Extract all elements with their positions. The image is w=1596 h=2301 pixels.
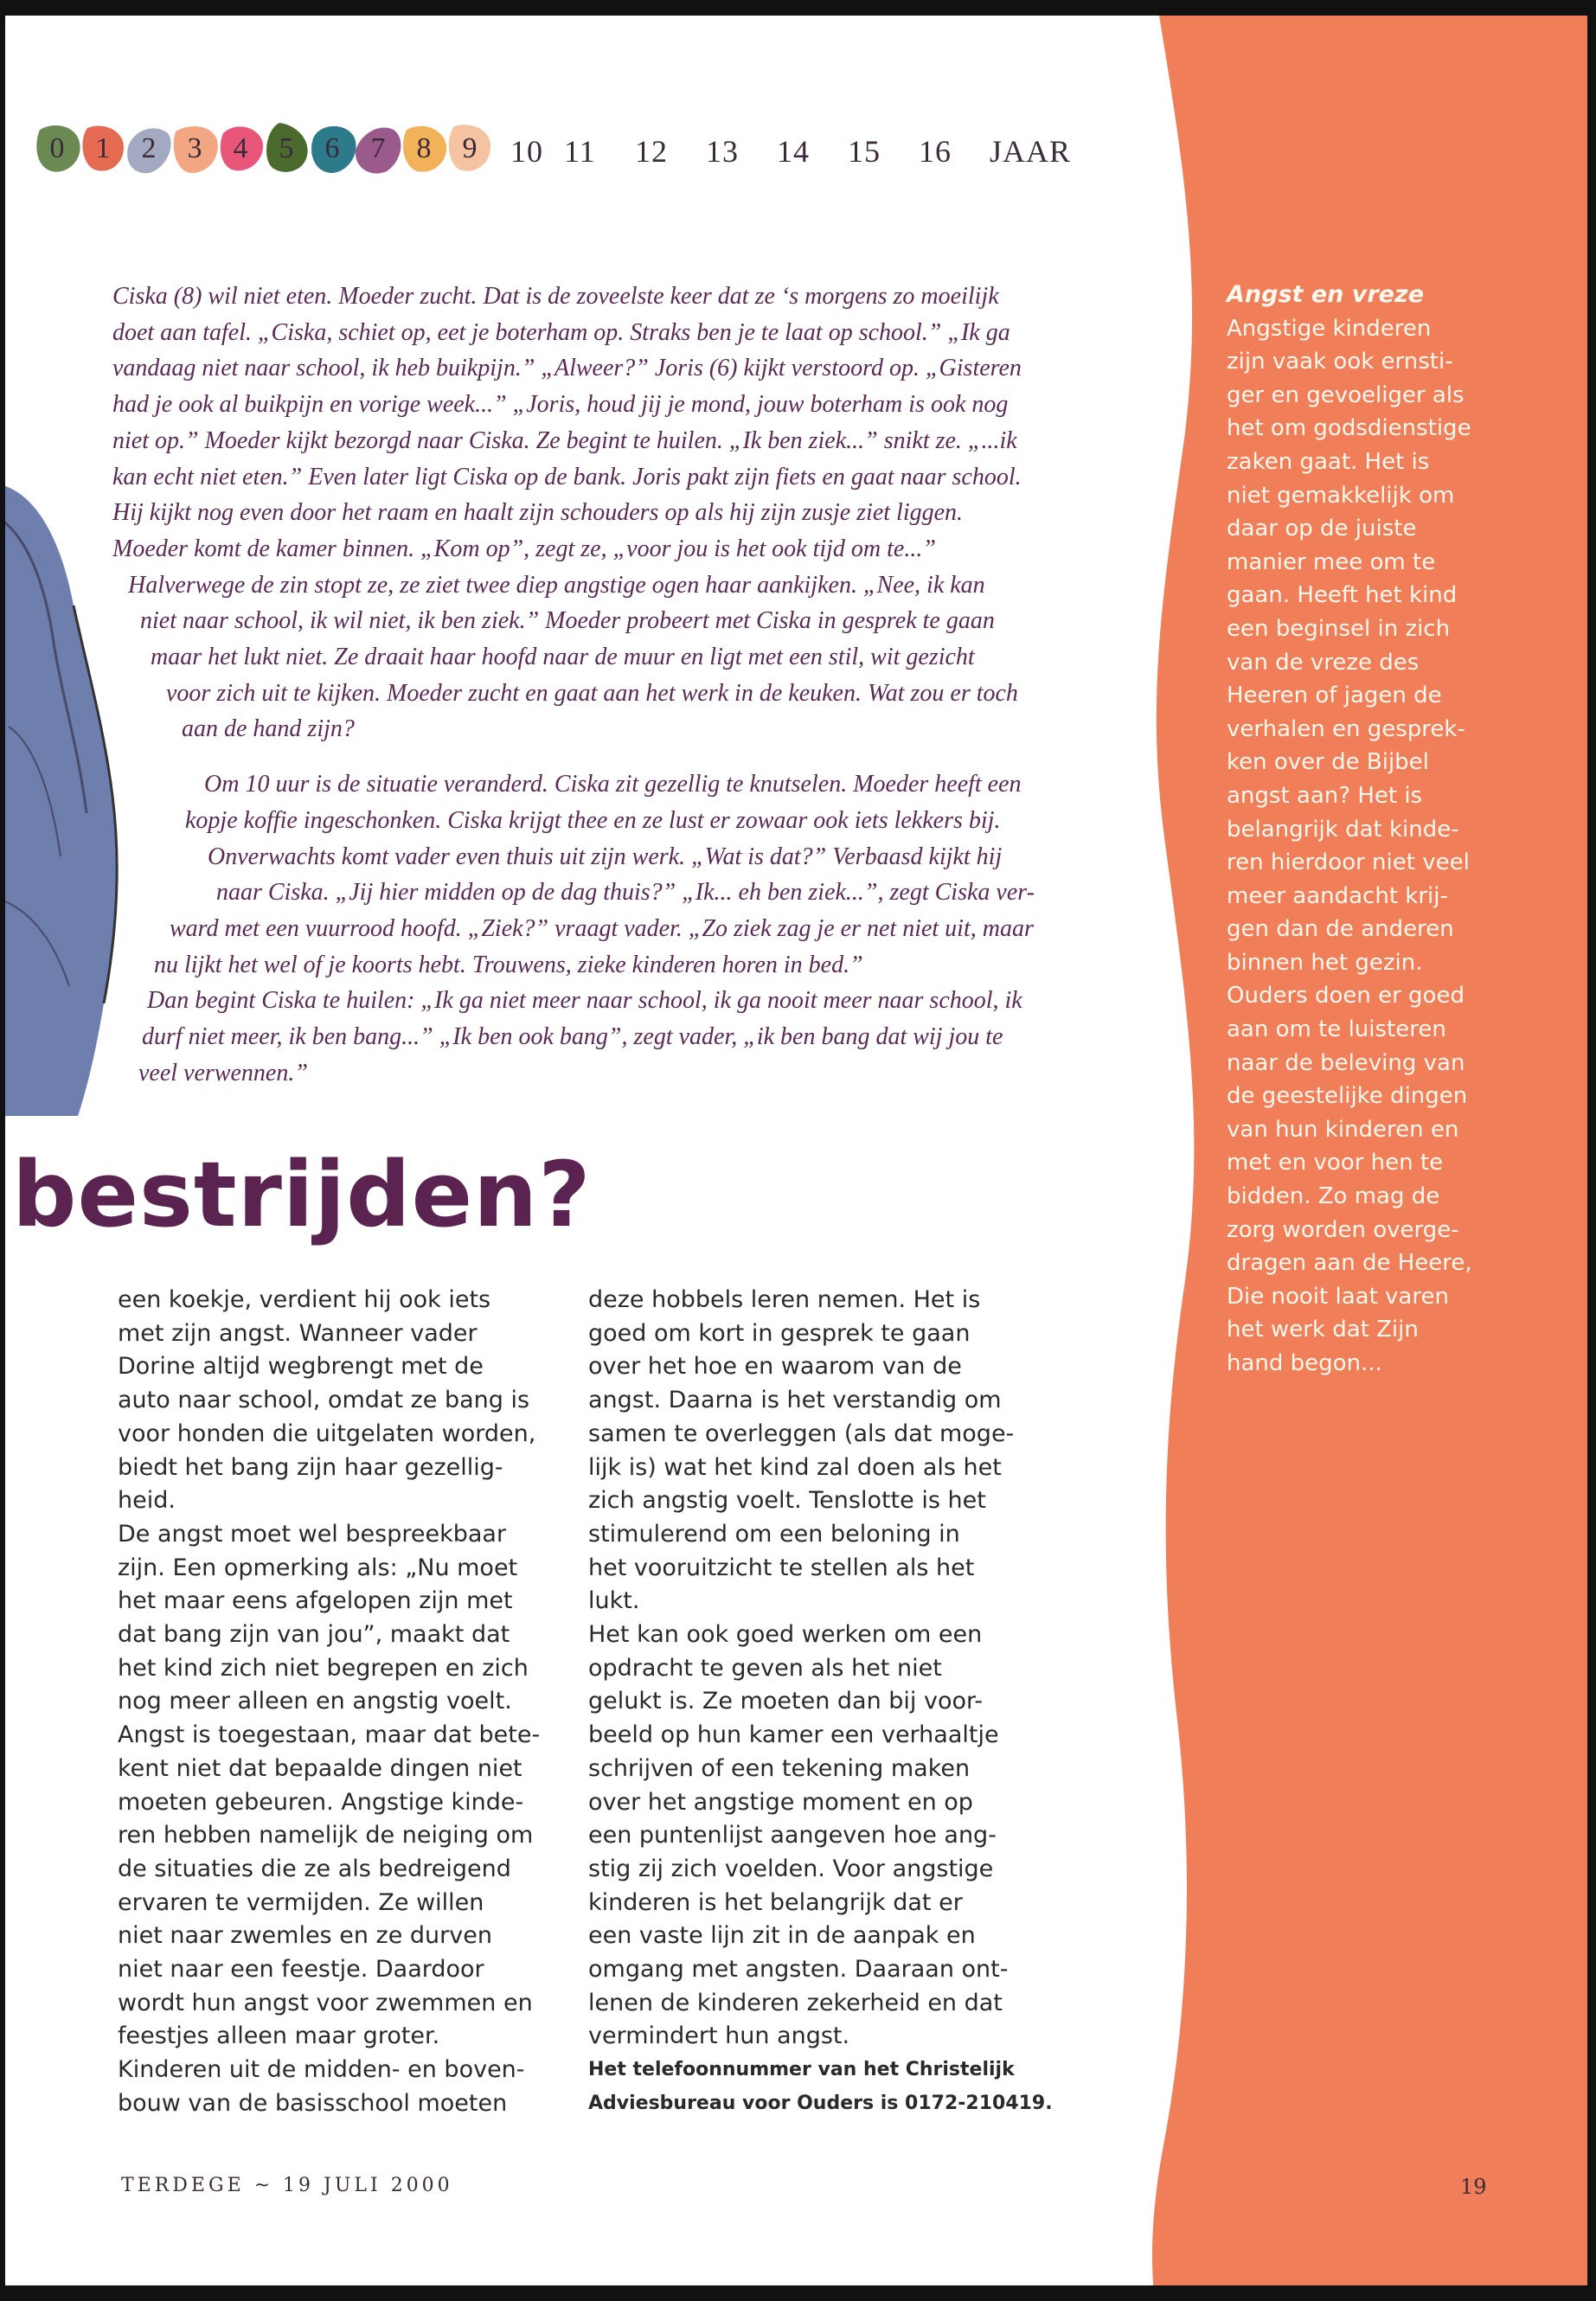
story-line: Onverwachts komt vader even thuis uit zijn werk. „Wat is dat?” Verbaasd kijkt hij (208, 843, 1003, 870)
story-line: kan echt niet eten.” Even later ligt Ciska op de bank. Joris pakt zijn fiets en gaat naar school. (112, 463, 1022, 490)
body-line: kinderen is het belangrijk dat er (588, 1888, 963, 1916)
sidebar-line: binnen het gezin. (1227, 949, 1423, 976)
age-marker-0 (33, 121, 81, 176)
child-illustration (0, 467, 121, 1116)
age-marker-4 (216, 121, 265, 176)
sidebar-line: gen dan de anderen (1227, 916, 1454, 943)
sidebar-line: het om godsdienstige (1227, 415, 1471, 442)
story-line: aan de hand zijn? (182, 715, 355, 743)
story-line: voor zich uit te kijken. Moeder zucht en gaat aan het werk in de keuken. Wat zou er toch (166, 679, 1018, 707)
story-line: had je ook al buikpijn en vorige week...” „Joris, houd jij je mond, jouw boterham is ook nog (112, 391, 1009, 419)
body-line: met zijn angst. Wanneer vader (118, 1319, 478, 1347)
frame-left (0, 0, 5, 2301)
body-line: ren hebben namelijk de neiging om (118, 1822, 534, 1849)
body-line: Angst is toegestaan, maar dat bete- (118, 1721, 541, 1749)
body-line: moeten gebeuren. Angstige kinde- (118, 1788, 524, 1816)
age-label-16: 16 (919, 134, 952, 169)
sidebar-line: zaken gaat. Het is (1227, 448, 1430, 475)
sidebar-line: belangrijk dat kinde- (1227, 816, 1459, 843)
body-line: omgang met angsten. Daaraan ont- (588, 1956, 1009, 1984)
sidebar-line: gaan. Heeft het kind (1227, 582, 1458, 609)
sidebar-line: niet gemakkelijk om (1227, 482, 1455, 509)
body-line: beeld op hun kamer een verhaaltje (588, 1721, 999, 1749)
body-line: Dorine altijd wegbrengt met de (118, 1353, 484, 1381)
sidebar-line: manier mee om te (1227, 548, 1436, 575)
age-label: 2 (141, 132, 157, 164)
story-line: durf niet meer, ik ben bang...” „Ik ben ook bang”, zegt vader, „ik ben bang dat wij jou te (142, 1023, 1003, 1051)
body-line: lenen de kinderen zekerheid en dat (588, 1989, 1003, 2016)
age-label: 9 (462, 132, 478, 164)
sidebar-line: een beginsel in zich (1227, 615, 1451, 642)
story-gap (112, 747, 1151, 766)
age-strip (33, 121, 1157, 190)
body-line: stig zij zich voelden. Voor angstige (588, 1855, 994, 1882)
sidebar-line: zorg worden overge- (1227, 1216, 1459, 1243)
age-marker-7 (354, 121, 402, 176)
body-line: deze hobbels leren nemen. Het is (588, 1286, 981, 1313)
body-line: opdracht te geven als het niet (588, 1654, 942, 1682)
body-line: een vaste lijn zit in de aanpak en (588, 1922, 976, 1950)
sidebar-line: naar de beleving van (1227, 1049, 1465, 1076)
sidebar-line: Angstige kinderen (1227, 315, 1432, 342)
sidebar-line: hand begon... (1227, 1350, 1382, 1376)
body-line: over het angstige moment en op (588, 1788, 973, 1816)
age-unit-label: JAAR (990, 134, 1072, 169)
sidebar-line: met en voor hen te (1227, 1150, 1444, 1176)
body-line: niet naar zwemles en ze durven (118, 1922, 492, 1950)
sidebar-line: angst aan? Het is (1227, 782, 1423, 809)
age-marker-3 (170, 121, 219, 176)
age-marker-6 (308, 121, 356, 176)
age-marker-9 (445, 121, 494, 176)
body-column-2 (588, 1284, 1053, 2121)
body-line: De angst moet wel bespreekbaar (118, 1520, 507, 1548)
headline: bestrijden? (12, 1142, 592, 1247)
story-line: ward met een vuurrood hoofd. „Ziek?” vraagt vader. „Zo ziek zag je er net niet uit, maar (170, 914, 1034, 942)
story-line: Moeder komt de kamer binnen. „Kom op”, zegt ze, „voor jou is het ook tijd om te...” (112, 535, 936, 562)
body-line: de situaties die ze als bedreigend (118, 1855, 511, 1882)
body-line: een koekje, verdient hij ook iets (118, 1286, 491, 1313)
age-label: 6 (324, 132, 340, 164)
story-line: niet naar school, ik wil niet, ik ben ziek.” Moeder probeert met Ciska in gesprek te gaan (140, 607, 995, 635)
age-label-14: 14 (777, 134, 810, 169)
sidebar-line: Heeren of jagen de (1227, 683, 1442, 709)
age-label-11: 11 (564, 134, 596, 169)
age-label: 4 (233, 132, 248, 164)
body-line: schrijven of een tekening maken (588, 1754, 971, 1782)
sidebar-line: Ouders doen er goed (1227, 983, 1465, 1009)
body-line: zijn. Een opmerking als: „Nu moet (118, 1554, 518, 1581)
body-column-1 (118, 1284, 559, 2121)
story-line: kopje koffie ingeschonken. Ciska krijgt thee en ze lust er zowaar ook iets lekkers bij. (185, 806, 1001, 834)
age-marker-2 (125, 121, 173, 176)
sidebar-line: van hun kinderen en (1227, 1116, 1459, 1143)
body-line: angst. Daarna is het verstandig om (588, 1387, 1002, 1414)
story-line: Halverwege de zin stopt ze, ze ziet twee diep angstige ogen haar aankijken. „Nee, ik kan (128, 571, 985, 599)
age-label: 7 (370, 132, 386, 164)
body-line: samen te overleggen (als dat moge- (588, 1420, 1015, 1447)
sidebar-line: ger en gevoeliger als (1227, 381, 1465, 408)
sidebar-line: dragen aan de Heere, (1227, 1250, 1472, 1277)
body-line: Kinderen uit de midden- en boven- (118, 2056, 525, 2084)
body-line: lukt. (588, 1587, 640, 1615)
story-line: doet aan tafel. „Ciska, schiet op, eet je boterham op. Straks ben je te laat op school.” „Ik ga (112, 318, 1010, 346)
body-line: het vooruitzicht te stellen als het (588, 1554, 975, 1581)
sidebar-line: meer aandacht krij- (1227, 882, 1448, 909)
sidebar-line: zijn vaak ook ernsti- (1227, 349, 1453, 375)
age-label: 3 (187, 132, 202, 164)
age-label-15: 15 (848, 134, 881, 169)
age-label: 0 (49, 132, 65, 164)
age-marker-1 (79, 121, 127, 176)
body-line: feestjes alleen maar groter. (118, 2022, 440, 2050)
sidebar-line: ken over de Bijbel (1227, 749, 1429, 776)
age-label: 8 (416, 132, 432, 164)
sidebar-line: aan om te luisteren (1227, 1016, 1446, 1043)
story-line: vandaag niet naar school, ik heb buikpijn.” „Alweer?” Joris (6) kijkt verstoord op. „Gisteren (112, 355, 1022, 382)
frame-right (1587, 0, 1596, 2301)
body-line: over het hoe en waarom van de (588, 1353, 962, 1381)
body-line: zich angstig voelt. Tenslotte is het (588, 1487, 986, 1515)
sidebar-line: de geestelijke dingen (1227, 1083, 1468, 1110)
page-number: 19 (1460, 2175, 1487, 2199)
body-line: het maar eens afgelopen zijn met (118, 1587, 513, 1615)
frame-bottom (0, 2285, 1596, 2301)
frame-top (0, 0, 1596, 16)
sidebar-line: verhalen en gesprek- (1227, 715, 1465, 742)
body-line: goed om kort in gesprek te gaan (588, 1319, 971, 1347)
body-line: voor honden die uitgelaten worden, (118, 1420, 536, 1447)
story-line: Om 10 uur is de situatie veranderd. Ciska zit gezellig te knutselen. Moeder heeft een (204, 771, 1022, 798)
body-line: vermindert hun angst. (588, 2022, 850, 2050)
body-line: bouw van de basisschool moeten (118, 2089, 508, 2117)
age-marker-8 (400, 121, 448, 176)
body-line: kent niet dat bepaalde dingen niet (118, 1754, 522, 1782)
body-line: niet naar een feestje. Daardoor (118, 1956, 484, 1984)
story-line: Hij kijkt nog even door het raam en haalt zijn schouders op als hij zijn zusje ziet liggen. (112, 499, 964, 527)
body-line: gelukt is. Ze moeten dan bij voor- (588, 1688, 984, 1715)
age-marker-5 (262, 121, 311, 176)
body-line: auto naar school, omdat ze bang is (118, 1387, 530, 1414)
body-line: stimulerend om een beloning in (588, 1520, 960, 1548)
sidebar-box (1227, 279, 1538, 1381)
body-line: heid. (118, 1487, 176, 1515)
contact-line: Adviesbureau voor Ouders is 0172-210419. (588, 2092, 1053, 2114)
age-label-10: 10 (510, 134, 543, 169)
sidebar-line: het werk dat Zijn (1227, 1317, 1419, 1343)
sidebar-line: ren hierdoor niet veel (1227, 849, 1470, 876)
age-label-12: 12 (635, 134, 668, 169)
body-line: ervaren te vermijden. Ze willen (118, 1888, 484, 1916)
story-line: maar het lukt niet. Ze draait haar hoofd naar de muur en ligt met een stil, wit gezicht (151, 644, 975, 671)
body-line: biedt het bang zijn haar gezellig- (118, 1453, 503, 1481)
story-line: Dan begint Ciska te huilen: „Ik ga niet meer naar school, ik ga nooit meer naar school, ik (147, 987, 1022, 1015)
body-line: wordt hun angst voor zwemmen en (118, 1989, 533, 2016)
story-line: veel verwennen.” (138, 1059, 308, 1086)
age-label-13: 13 (706, 134, 739, 169)
sidebar-line: Die nooit laat varen (1227, 1283, 1449, 1310)
age-label: 1 (95, 132, 111, 164)
sidebar-line: daar op de juiste (1227, 516, 1417, 542)
sidebar-line: bidden. Zo mag de (1227, 1183, 1440, 1210)
body-line: een puntenlijst aangeven hoe ang- (588, 1822, 997, 1849)
footer-publication: TERDEGE ~ 19 JULI 2000 (121, 2175, 453, 2196)
body-line: Het kan ook goed werken om een (588, 1621, 983, 1649)
body-line: het kind zich niet begrepen en zich (118, 1654, 529, 1682)
age-label: 5 (279, 132, 294, 164)
story-line: Ciska (8) wil niet eten. Moeder zucht. Dat is de zoveelste keer dat ze ‘s morgens zo moeilijk (112, 283, 999, 310)
body-line: dat bang zijn van jou”, maakt dat (118, 1621, 510, 1649)
story-intro (112, 279, 1151, 1091)
story-line: niet op.” Moeder kijkt bezorgd naar Ciska. Ze begint te huilen. „Ik ben ziek...” snikt ze. „...ik (112, 426, 1017, 454)
contact-line: Het telefoonnummer van het Christelijk (588, 2059, 1015, 2081)
body-line: nog meer alleen en angstig voelt. (118, 1688, 512, 1715)
sidebar-title: Angst en vreze (1227, 281, 1425, 308)
story-line: nu lijkt het wel of je koorts hebt. Trouwens, zieke kinderen horen in bed.” (154, 951, 863, 978)
story-line: naar Ciska. „Jij hier midden op de dag thuis?” „Ik... eh ben ziek...”, zegt Ciska ver- (216, 879, 1035, 907)
sidebar-line: van de vreze des (1227, 649, 1420, 676)
body-line: lijk is) wat het kind zal doen als het (588, 1453, 1002, 1481)
